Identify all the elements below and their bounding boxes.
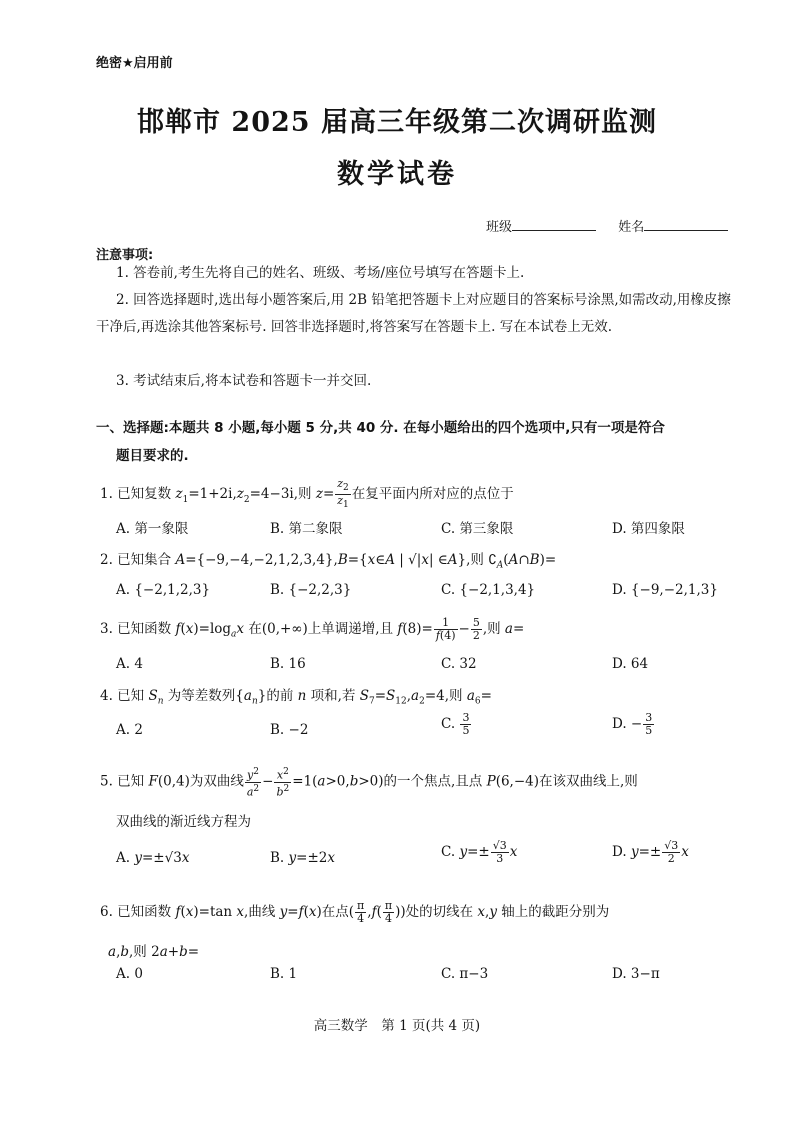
q2-option-c: C. {−2,1,3,4} [441, 582, 536, 598]
q4-option-a: A. 2 [116, 722, 143, 738]
notice-item-1: 1. 答卷前,考生先将自己的姓名、班级、考场/座位号填写在答题卡上. [116, 265, 525, 281]
q3-option-d: D. 64 [612, 656, 649, 672]
name-label: 姓名 [618, 220, 645, 235]
q4-option-d: D. − $\frac{3}{5}$ [612, 711, 653, 737]
q1-option-b: B. 第二象限 [270, 521, 343, 537]
q6-option-d: D. 3−π [612, 966, 660, 982]
notice-item-3: 3. 考试结束后,将本试卷和答题卡一并交回. [116, 373, 372, 389]
class-blank [512, 218, 596, 231]
q5-option-c: C. y=± $\frac{√3}{3}$ x [441, 839, 518, 865]
name-blank [644, 218, 728, 231]
q1-option-a: A. 第一象限 [116, 521, 189, 537]
question-2: 2. 已知集合 A={−9,−4,−2,1,2,3,4},B={x∈A | √|x| ∈A},则 $∁_A(A\cap B)=$ [100, 552, 557, 571]
class-label: 班级 [486, 220, 513, 235]
q6-option-b: B. 1 [270, 966, 298, 982]
question-3: 3. 已知函数 $f(x)=\log_ax$ 在(0,+∞)上单调递增,且 f(8)= $\frac{1}{f(4)}$ − $\frac{5}{2}$ ,则 a= [100, 616, 525, 642]
q2-option-d: D. {−9,−2,1,3} [612, 582, 718, 598]
question-6: 6. 已知函数 f(x)=tan x,曲线 y=f(x)在点( $\frac{\pi}{4}$ ,f( $\frac{\pi}{4}$ ))处的切线在 x,y 轴上的截距分别为 [100, 899, 610, 925]
question-5: 5. 已知 F(0,4)为双曲线 $\frac{y^2}{a^2}$ − $\frac{x^2}{b^2}$ =1(a>0,b>0)的一个焦点,且点 P(6,−4)在该双曲线上,则 [100, 767, 638, 799]
confidential-label: 绝密★启用前 [96, 56, 173, 71]
q3-option-c: C. 32 [441, 656, 477, 672]
notice-heading: 注意事项: [96, 248, 154, 263]
q1-option-d: D. 第四象限 [612, 521, 685, 537]
student-info-fields [486, 216, 728, 235]
question-5-cont: 双曲线的渐近线方程为 [116, 814, 251, 830]
notice-item-2: 2. 回答选择题时,选出每小题答案后,用 2B 铅笔把答题卡上对应题目的答案标号涂黑,如需改动,用橡皮擦干净后,再选涂其他答案标号. 回答非选择题时,将答案写在答题卡上. 写在本试卷上无效. [96, 292, 731, 335]
q6-option-c: C. π−3 [441, 966, 489, 982]
q3-option-a: A. 4 [116, 656, 143, 672]
section-heading-cont: 题目要求的. [116, 448, 189, 464]
section-heading: 一、选择题:本题共 8 小题,每小题 5 分,共 40 分. 在每小题给出的四个选项中,只有一项是符合 [96, 420, 665, 436]
question-4: 4. 已知 $S_n$ 为等差数列$\{a_n\}$的前 n 项和,若 $S_7=S_{12},a_2=4$,则 $a_6=$ [100, 688, 492, 707]
question-1: 1. 已知复数 $z_1=1+2i,z_2=4-3i$,则 z= $\frac{z_2}{z_1}$ 在复平面内所对应的点位于 [100, 477, 514, 511]
q2-option-b: B. {−2,2,3} [270, 582, 352, 598]
q5-option-b: B. y=±2x [270, 850, 335, 866]
q2-option-a: A. {−2,1,2,3} [116, 582, 211, 598]
exam-subtitle: 数学试卷 [337, 159, 457, 190]
question-6-cont: a,b,则 2a+b= [108, 944, 200, 960]
q4-option-c: C. $\frac{3}{5}$ [441, 711, 470, 737]
q1-option-c: C. 第三象限 [441, 521, 514, 537]
q3-option-b: B. 16 [270, 656, 306, 672]
exam-title: 邯郸市 2025 届高三年级第二次调研监测 [137, 107, 657, 138]
q5-option-a: A. y=±√3x [116, 850, 190, 866]
q4-option-b: B. −2 [270, 722, 309, 738]
q5-option-d: D. y=± $\frac{√3}{2}$ x [612, 839, 689, 865]
q6-option-a: A. 0 [116, 966, 143, 982]
page-footer: 高三数学 第 1 页(共 4 页) [313, 1018, 481, 1034]
